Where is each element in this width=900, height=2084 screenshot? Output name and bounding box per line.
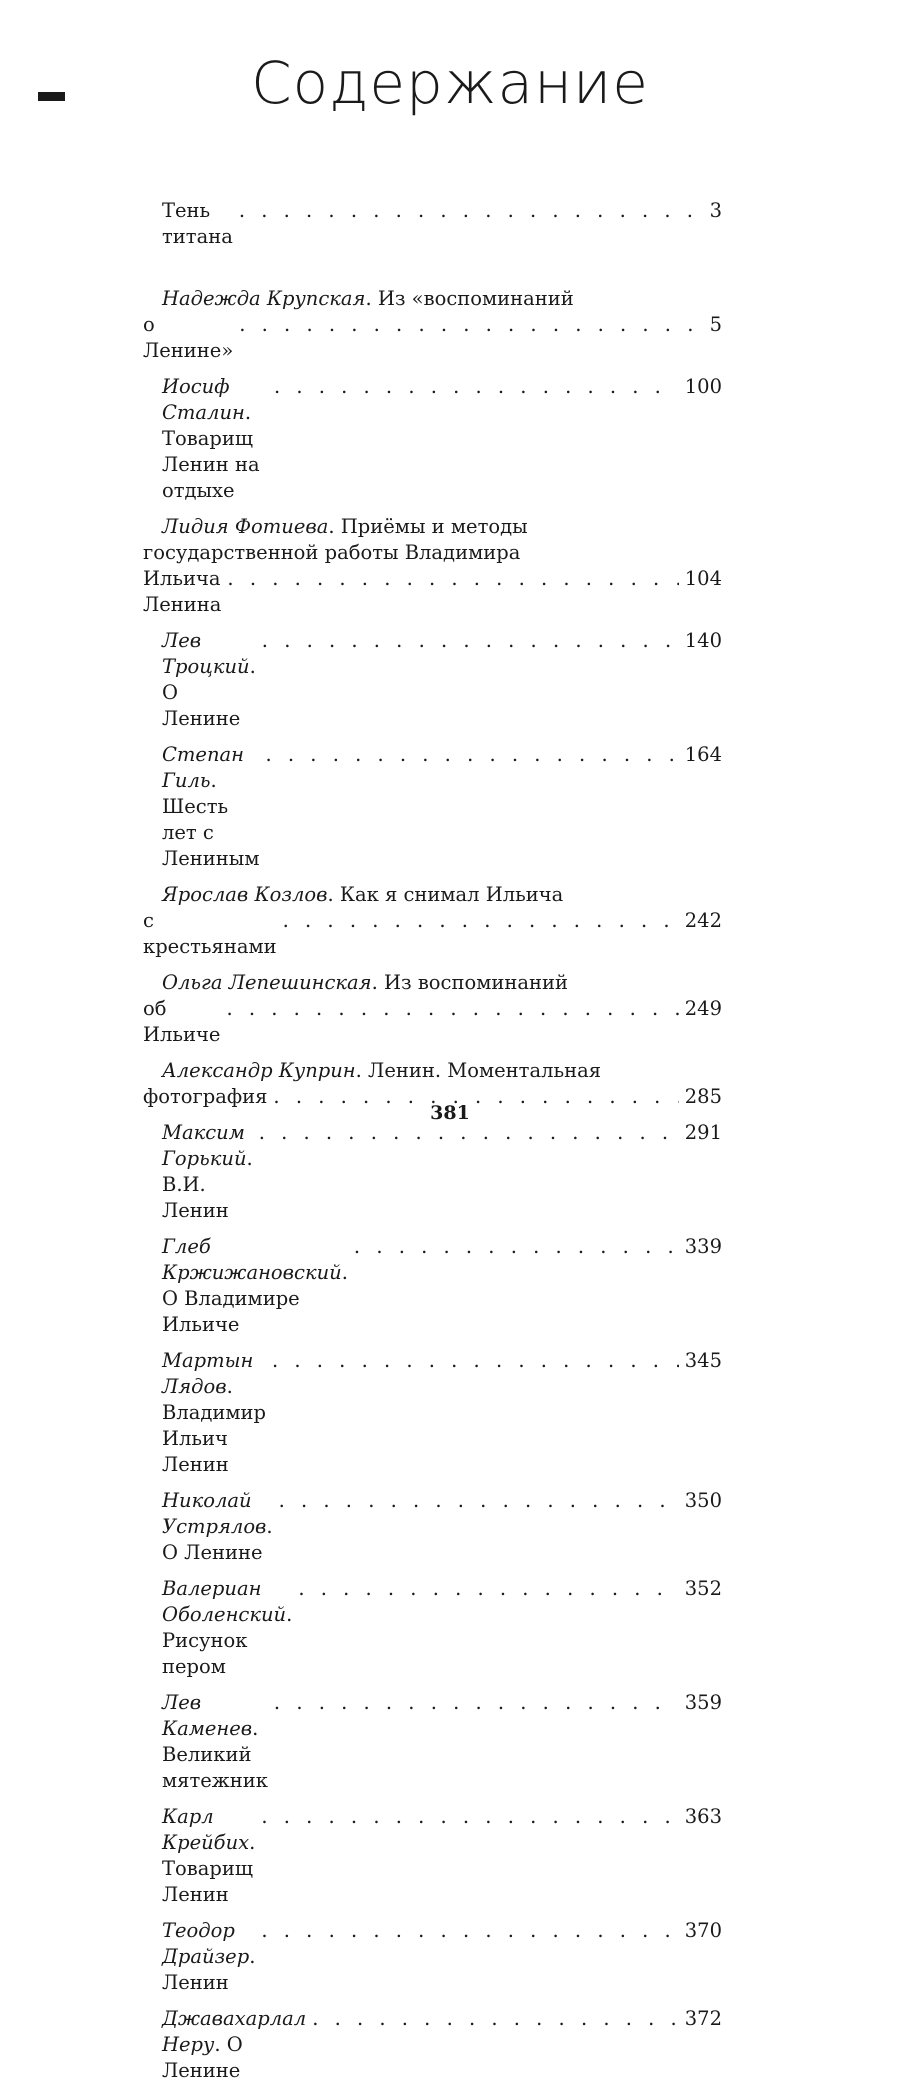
toc-page-number: 339 xyxy=(684,1235,722,1258)
toc-entry xyxy=(143,970,722,1048)
toc-author: Лев Каменев xyxy=(162,1691,253,1740)
toc-author: Николай Устрялов xyxy=(162,1489,267,1538)
toc-entry-text xyxy=(162,883,563,906)
toc-page-number: 363 xyxy=(684,1805,722,1828)
toc-title: Ильича Ленина xyxy=(143,567,222,616)
dot-leader xyxy=(239,312,703,338)
toc-entry-last-line xyxy=(143,374,722,504)
dot-leader xyxy=(239,198,704,224)
toc-entry-line xyxy=(143,540,722,566)
toc-page-number: 359 xyxy=(684,1691,722,1714)
dot-leader xyxy=(279,1488,679,1514)
toc-entry-text xyxy=(143,996,220,1048)
toc-entry xyxy=(143,1690,722,1794)
dot-leader xyxy=(272,1348,679,1374)
toc-entry-last-line xyxy=(143,1234,722,1338)
toc-entry-text xyxy=(143,566,221,618)
toc-author: Карл Крейбих xyxy=(162,1805,250,1854)
toc-entry xyxy=(143,286,722,364)
toc-author: Мартын Лядов xyxy=(162,1349,254,1398)
toc-entry xyxy=(143,1918,722,1996)
toc-title: . О Владимире Ильиче xyxy=(162,1261,348,1336)
toc-page-number: 291 xyxy=(684,1121,722,1144)
toc-entry xyxy=(143,1488,722,1566)
toc-title: . Ленин. Моментальная xyxy=(355,1059,602,1082)
toc-title: . О Ленине xyxy=(162,1515,273,1564)
dot-leader xyxy=(298,1576,678,1602)
toc-entry-last-line xyxy=(143,742,722,872)
dot-leader xyxy=(261,1804,678,1830)
dot-leader xyxy=(261,1918,678,1944)
toc-entry-text xyxy=(162,1576,292,1680)
toc-entry-text xyxy=(162,1059,601,1082)
toc-author: Ярослав Козлов xyxy=(162,883,328,906)
toc-page-number: 100 xyxy=(684,375,722,398)
toc-author: Глеб Кржижановский xyxy=(162,1235,342,1284)
toc-title: . Из воспоминаний xyxy=(371,971,568,994)
toc-page-number: 164 xyxy=(684,743,722,766)
toc-entry xyxy=(143,1120,722,1224)
toc-page-number: 104 xyxy=(684,567,722,590)
toc-entry-text xyxy=(162,374,268,504)
toc-entry xyxy=(143,742,722,872)
toc-entry-last-line xyxy=(143,566,722,618)
toc-entry-text xyxy=(162,971,568,994)
toc-entry-text xyxy=(162,1804,255,1908)
toc-page-number: 372 xyxy=(684,2007,722,2030)
dot-leader xyxy=(227,566,678,592)
toc-title: . О Ленине xyxy=(162,655,256,730)
page-title: Содержание xyxy=(251,49,649,117)
page-number: 381 xyxy=(430,1102,470,1124)
toc-page-number: 370 xyxy=(684,1919,722,1942)
toc-title: . Великий мятежник xyxy=(162,1717,268,1792)
toc-entry-text xyxy=(162,2006,306,2084)
toc-entry-last-line xyxy=(143,1576,722,1680)
toc-entry-last-line xyxy=(143,1120,722,1224)
toc-author: Теодор Драйзер xyxy=(162,1919,250,1968)
toc-entry-text xyxy=(143,541,520,564)
toc-entry xyxy=(143,628,722,732)
dot-leader xyxy=(312,2006,679,2032)
table-of-contents xyxy=(143,198,722,2084)
toc-title: . Рисунок пером xyxy=(162,1603,293,1678)
toc-entry-text xyxy=(162,287,574,310)
dot-leader xyxy=(274,1690,679,1716)
toc-entry xyxy=(143,198,722,250)
dot-leader xyxy=(354,1234,679,1260)
toc-entry-line xyxy=(143,286,722,312)
toc-page-number: 242 xyxy=(684,909,722,932)
toc-author: Максим Горький xyxy=(162,1121,247,1170)
toc-author: Джавахарлал Неру xyxy=(162,2007,307,2056)
toc-entry-last-line xyxy=(143,628,722,732)
toc-entry-last-line xyxy=(143,198,722,250)
toc-entry xyxy=(143,374,722,504)
toc-entry xyxy=(143,1576,722,1680)
toc-entry-text xyxy=(162,1488,273,1566)
toc-entry-line xyxy=(143,1058,722,1084)
toc-entry-last-line xyxy=(143,2006,722,2084)
toc-entry-text xyxy=(162,1234,348,1338)
toc-title: государственной работы Владимира xyxy=(143,541,521,564)
toc-page-number: 249 xyxy=(684,997,722,1020)
toc-entry-text xyxy=(143,908,277,960)
toc-author: Надежда Крупская xyxy=(162,287,366,310)
toc-page-number: 345 xyxy=(684,1349,722,1372)
toc-entry xyxy=(143,1234,722,1338)
toc-entry-line xyxy=(143,970,722,996)
toc-title: . Приёмы и методы xyxy=(328,515,528,538)
toc-entry-text xyxy=(162,1348,266,1478)
toc-page-number: 350 xyxy=(684,1489,722,1512)
toc-entry-text xyxy=(162,742,260,872)
toc-author: Иосиф Сталин xyxy=(162,375,245,424)
toc-title: . Товарищ Ленин на отдыхе xyxy=(162,401,260,502)
toc-title: Тень титана xyxy=(162,199,233,248)
toc-title: . Как я снимал Ильича xyxy=(327,883,564,906)
toc-author: Ольга Лепешинская xyxy=(162,971,372,994)
toc-entry xyxy=(143,2006,722,2084)
toc-page-number: 140 xyxy=(684,629,722,652)
toc-title: . Шесть лет с Лениным xyxy=(162,769,260,870)
toc-entry-line xyxy=(143,514,722,540)
dot-leader xyxy=(283,908,679,934)
toc-author: Валериан Оболенский xyxy=(162,1577,287,1626)
toc-title: . В.И. Ленин xyxy=(162,1147,253,1222)
toc-author: Лидия Фотиева xyxy=(162,515,329,538)
toc-title: о Ленине» xyxy=(143,313,234,362)
toc-title: фотография xyxy=(143,1085,268,1108)
toc-entry-last-line xyxy=(143,1488,722,1566)
toc-entry-text xyxy=(162,1120,253,1224)
toc-title: . Товарищ Ленин xyxy=(162,1831,256,1906)
toc-entry-text xyxy=(162,198,233,250)
toc-entry-text xyxy=(162,628,256,732)
dot-leader xyxy=(266,742,679,768)
toc-author: Лев Троцкий xyxy=(162,629,250,678)
toc-entry-text xyxy=(162,1690,268,1794)
toc-entry-last-line xyxy=(143,1348,722,1478)
toc-title: . Владимир Ильич Ленин xyxy=(162,1375,266,1476)
toc-entry-text xyxy=(143,312,233,364)
toc-entry-last-line xyxy=(143,996,722,1048)
toc-entry-text xyxy=(162,515,528,538)
toc-entry xyxy=(143,882,722,960)
toc-entry-text xyxy=(162,1918,255,1996)
dot-leader xyxy=(226,996,678,1022)
toc-page-number: 352 xyxy=(684,1577,722,1600)
toc-author: Степан Гиль xyxy=(162,743,244,792)
toc-title: . О Ленине xyxy=(162,2033,243,2082)
toc-entry xyxy=(143,514,722,618)
toc-entry-last-line xyxy=(143,1690,722,1794)
toc-title: . Ленин xyxy=(162,1945,256,1994)
toc-entry xyxy=(143,1804,722,1908)
toc-title: об Ильиче xyxy=(143,997,221,1046)
toc-entry-last-line xyxy=(143,1918,722,1996)
toc-entry-last-line xyxy=(143,312,722,364)
toc-page-number: 5 xyxy=(709,313,722,336)
dot-leader xyxy=(262,628,679,654)
toc-entry-last-line xyxy=(143,908,722,960)
toc-entry-line xyxy=(143,882,722,908)
toc-title: с крестьянами xyxy=(143,909,277,958)
toc-title: . Из «воспоминаний xyxy=(365,287,574,310)
toc-page-number: 3 xyxy=(709,199,722,222)
toc-entry xyxy=(143,1348,722,1478)
toc-author: Александр Куприн xyxy=(162,1059,356,1082)
toc-entry-last-line xyxy=(143,1804,722,1908)
dot-leader xyxy=(274,374,679,400)
toc-page-number: 285 xyxy=(684,1085,722,1108)
